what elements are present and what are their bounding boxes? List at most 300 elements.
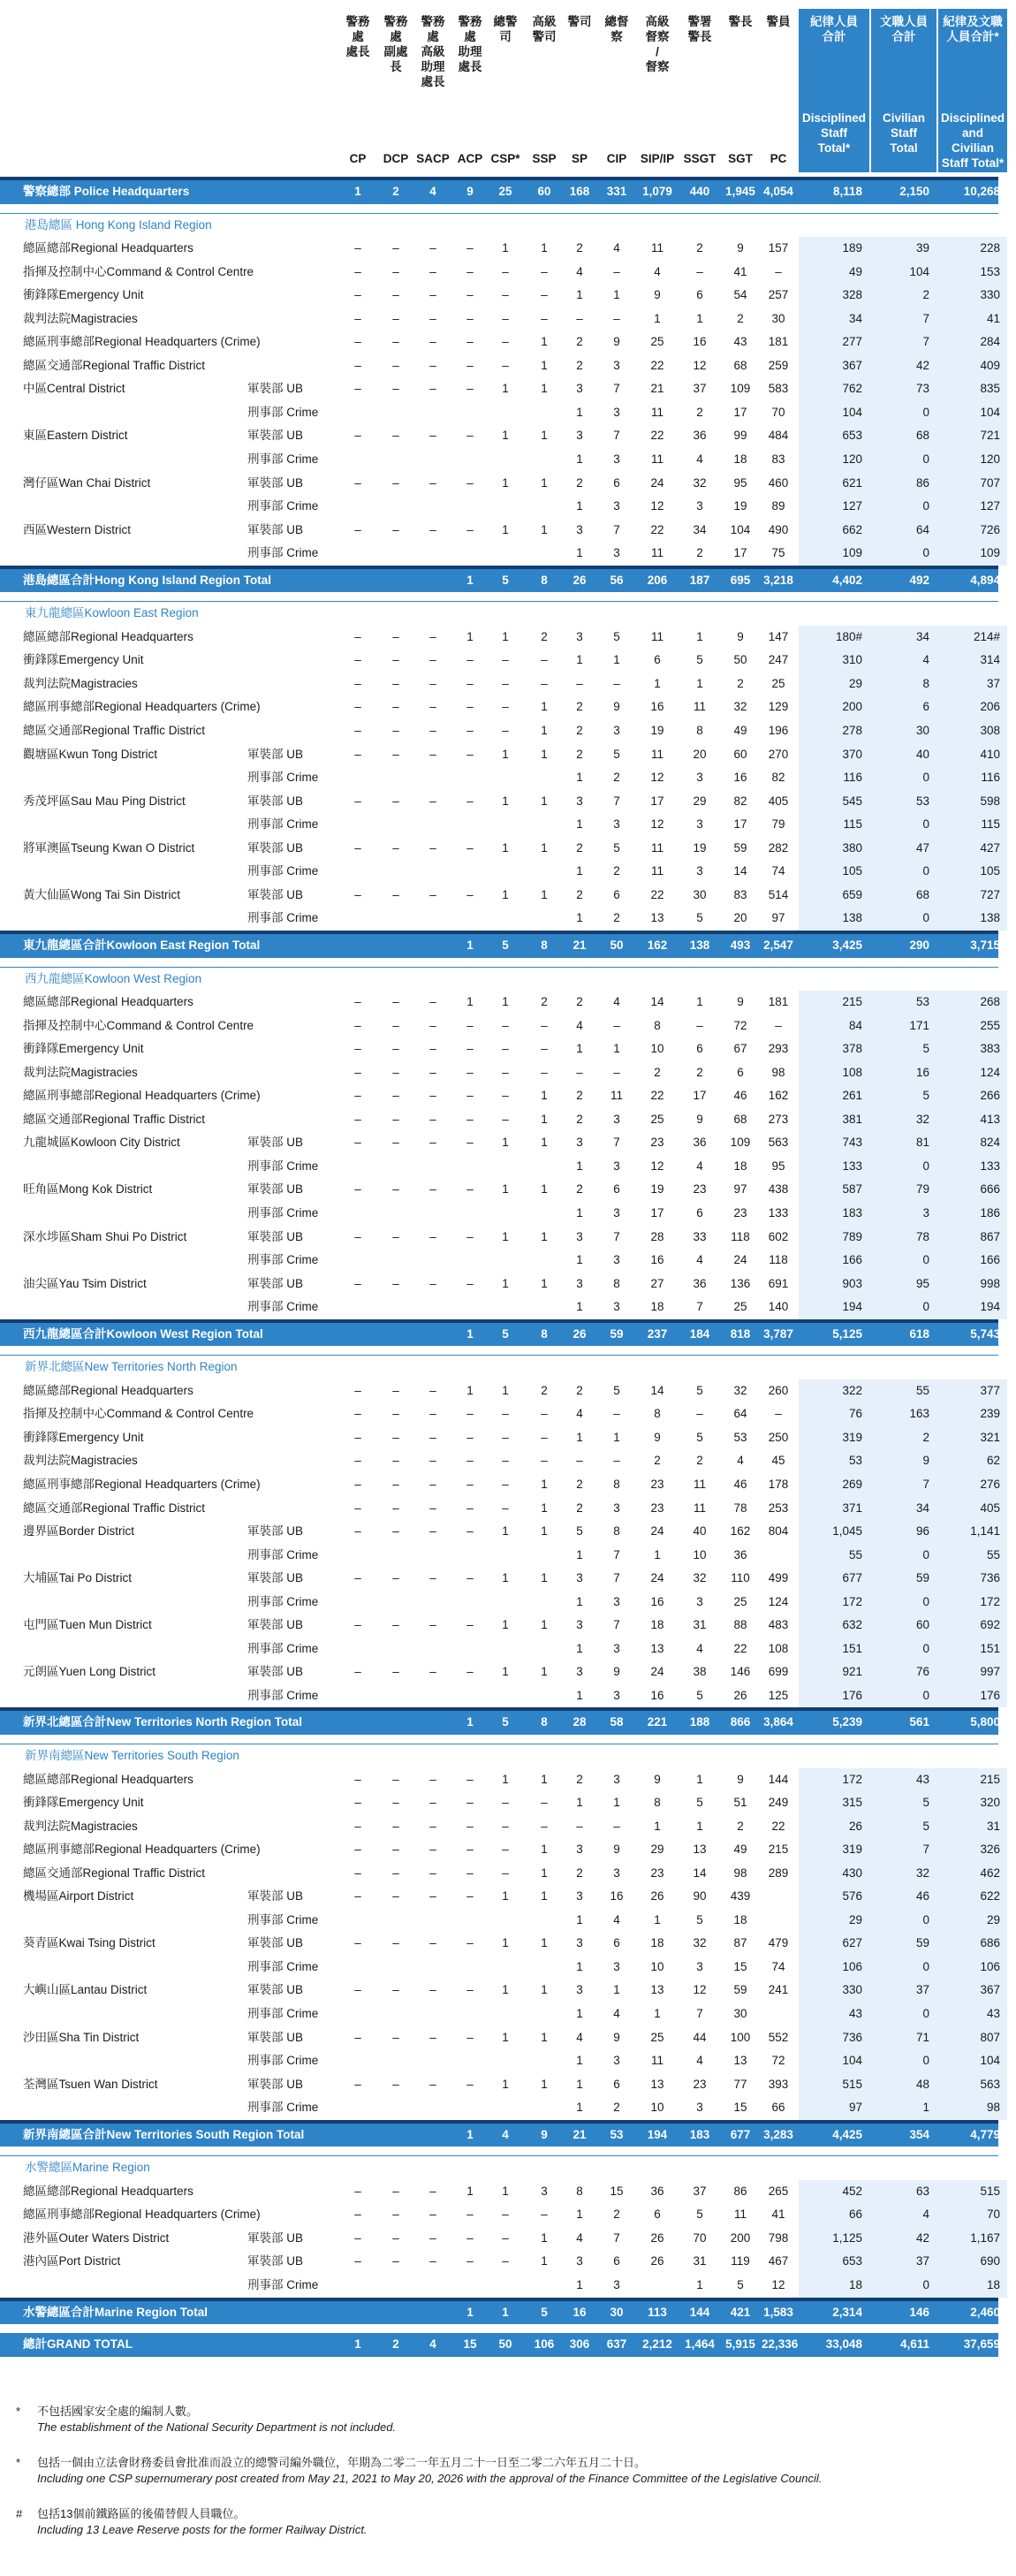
column-header-en: SSP (532, 152, 557, 165)
cell-acp: – (466, 429, 474, 443)
table-row (0, 308, 998, 331)
cell-cp: – (354, 1889, 361, 1904)
cell-sipip: 10 (650, 1042, 664, 1056)
cell-acp: – (466, 1276, 474, 1290)
row-label: 衝鋒隊Emergency Unit (23, 1042, 144, 1056)
row-label: 裁判法院Magistracies (23, 311, 138, 325)
row-label: 葵青區Kwai Tsing District (23, 1936, 155, 1950)
cell-csp: – (502, 1018, 509, 1032)
cell-pc: 514 (768, 887, 789, 901)
cell-sipip: 8 (654, 1018, 661, 1032)
cell-sgt: 23 (733, 1205, 747, 1220)
cell-sgt: 2 (737, 676, 744, 690)
cell-sacp: – (429, 2184, 436, 2198)
cell-dst: 97 (848, 2101, 862, 2115)
cell-dst: 29 (848, 1912, 862, 1926)
cell-ssp: 1 (541, 1889, 548, 1904)
cell-dct: 116 (981, 771, 1000, 785)
cell-cst: 104 (909, 264, 929, 278)
cell-pc: 691 (768, 1276, 789, 1290)
cell-dct: 427 (980, 840, 1000, 855)
cell-sp: 8 (576, 2184, 583, 2198)
cell-dct: 997 (980, 1665, 1000, 1679)
cell-cst: 68 (915, 887, 929, 901)
cell-cst: 43 (915, 1772, 929, 1786)
cell-csp: – (502, 1089, 509, 1103)
cell-dct: 133 (980, 1159, 1000, 1173)
cell-dct: 383 (980, 1042, 1000, 1056)
table-row (0, 2049, 998, 2073)
cell-pc: 133 (768, 1205, 789, 1220)
cell-sp: 3 (576, 1136, 583, 1150)
cell-cst: 0 (922, 2054, 929, 2068)
cell-dcp: – (392, 1089, 399, 1103)
row-label: 衝鋒隊Emergency Unit (23, 288, 144, 302)
column-header-en: PC (770, 152, 787, 165)
cell-dst: 43 (848, 2007, 862, 2021)
row-sublabel: 軍裝部 UB (247, 475, 304, 490)
cell-sp: 1 (576, 2007, 583, 2021)
cell-dct: 166 (980, 1253, 1000, 1267)
cell-sp: 2 (576, 700, 583, 714)
cell-cip: – (613, 264, 620, 278)
cell-sp: 1 (576, 1205, 583, 1220)
cell-sgt: 86 (733, 2184, 747, 2198)
cell-dcp: – (392, 700, 399, 714)
cell-cp: – (354, 747, 361, 761)
cell-cst: 163 (909, 1407, 929, 1421)
cell-sgt: 14 (733, 864, 747, 878)
cell-pc: 22 (771, 1819, 785, 1833)
cell-sp: 2 (576, 335, 583, 349)
cell-sacp: – (429, 288, 436, 302)
cell-sgt: 88 (733, 1618, 747, 1632)
cell-cst: 55 (915, 1383, 929, 1397)
cell-dcp: 2 (392, 185, 399, 198)
row-sublabel: 軍裝部 UB (247, 1889, 304, 1904)
cell-cip: 2 (613, 2101, 620, 2115)
column-header-en: SGT (728, 152, 753, 165)
cell-sp: 3 (576, 1936, 583, 1950)
cell-dct: 127 (980, 499, 1000, 513)
cell-sipip: 23 (650, 1866, 664, 1880)
cell-cip: 5 (613, 840, 620, 855)
cell-sgt: 136 (730, 1276, 751, 1290)
cell-sp: – (576, 1454, 583, 1468)
cell-sp: 1 (576, 288, 583, 302)
cell-sipip: 22 (650, 429, 664, 443)
cell-cst: 0 (922, 1547, 929, 1562)
cell-sipip: 12 (650, 1159, 664, 1173)
cell-cst: 32 (915, 1866, 929, 1880)
cell-cst: 59 (915, 1571, 929, 1585)
cell-pc: 484 (768, 429, 789, 443)
row-label: 大嶼山區Lantau District (23, 1983, 148, 1997)
cell-ssp: 8 (541, 938, 548, 952)
cell-csp: 1 (502, 995, 509, 1009)
cell-ssgt: 36 (693, 1136, 707, 1150)
row-label: 秀茂坪區Sau Mau Ping District (23, 794, 186, 808)
cell-cip: 3 (613, 452, 620, 467)
cell-pc: 583 (768, 382, 789, 396)
cell-sp: 1 (576, 2054, 583, 2068)
cell-csp: – (502, 2207, 509, 2222)
cell-sp: 4 (576, 2230, 583, 2245)
cell-cst: 47 (915, 840, 929, 855)
cell-csp: – (502, 358, 509, 372)
cell-sacp: – (429, 700, 436, 714)
cell-sp: 1 (576, 1547, 583, 1562)
cell-ssp: 1 (541, 2254, 548, 2268)
cell-dst: 4,425 (832, 2127, 862, 2141)
cell-sgt: 2 (737, 311, 744, 325)
cell-dct: 31 (986, 1819, 1000, 1833)
cell-sacp: – (429, 840, 436, 855)
cell-sacp: – (429, 429, 436, 443)
cell-csp: 1 (502, 522, 509, 536)
cell-sp: 2 (576, 1089, 583, 1103)
cell-ssgt: 5 (696, 1796, 703, 1810)
cell-pc: 75 (771, 546, 785, 560)
cell-sacp: – (429, 1618, 436, 1632)
cell-sgt: 421 (730, 2305, 751, 2319)
cell-cst: 0 (922, 452, 929, 467)
cell-sgt: 100 (730, 2030, 751, 2044)
cell-cst: 79 (915, 1182, 929, 1197)
cell-pc: 83 (771, 452, 785, 467)
table-row (0, 743, 998, 767)
cell-ssp: 1 (541, 724, 548, 738)
cell-cip: 9 (613, 700, 620, 714)
cell-ssgt: 440 (689, 185, 710, 198)
cell-ssp: 1 (541, 1501, 548, 1515)
cell-cst: 86 (915, 475, 929, 490)
cell-dcp: – (392, 311, 399, 325)
cell-cip: 7 (613, 522, 620, 536)
cell-sipip: 24 (650, 1524, 664, 1539)
cell-dst: 104 (842, 405, 862, 419)
column-header-zh: 高級 警司 (532, 15, 557, 43)
row-sublabel: 軍裝部 UB (247, 1182, 304, 1197)
cell-csp: 1 (502, 1665, 509, 1679)
cell-sgt: 17 (733, 817, 747, 832)
cell-acp: – (466, 1618, 474, 1632)
cell-dst: 115 (843, 817, 862, 832)
cell-cst: 46 (915, 1889, 929, 1904)
cell-acp: 1 (466, 2184, 474, 2198)
row-label: 港島總區合計Hong Kong Island Region Total (23, 573, 271, 587)
row-label: 大埔區Tai Po District (23, 1571, 133, 1585)
cell-cip: 9 (613, 2030, 620, 2044)
cell-ssgt: 16 (693, 335, 707, 349)
cell-sacp: – (429, 1065, 436, 1079)
cell-sipip: 10 (650, 1959, 664, 1973)
cell-pc: 490 (768, 522, 789, 536)
cell-dcp: – (392, 1136, 399, 1150)
row-sublabel: 軍裝部 UB (247, 1229, 304, 1243)
cell-dst: 53 (848, 1454, 862, 1468)
cell-sipip: 25 (650, 2030, 664, 2044)
cell-sacp: – (429, 653, 436, 667)
cell-cp: – (354, 358, 361, 372)
cell-ssgt: 3 (696, 1959, 703, 1973)
cell-ssp: – (541, 653, 548, 667)
row-sublabel: 刑事部 Crime (247, 499, 319, 513)
cell-cp: – (354, 840, 361, 855)
cell-cst: 60 (915, 1618, 929, 1632)
cell-pc: 181 (768, 335, 789, 349)
cell-cp: 1 (354, 185, 361, 198)
cell-sgt: 98 (733, 1866, 747, 1880)
cell-sgt: 99 (733, 429, 747, 443)
cell-ssp: 2 (541, 1383, 548, 1397)
table-row (0, 2250, 998, 2274)
cell-pc: 270 (768, 747, 789, 761)
cell-sp: 1 (576, 1912, 583, 1926)
cell-sp: 1 (576, 1959, 583, 1973)
row-sublabel: 刑事部 Crime (247, 771, 319, 785)
cell-cip: 56 (610, 573, 624, 587)
cell-cp: – (354, 1524, 361, 1539)
cell-sp: 3 (576, 794, 583, 808)
cell-cip: 3 (613, 358, 620, 372)
cell-ssp: 1 (541, 1229, 548, 1243)
cell-dct: 835 (980, 382, 1000, 396)
cell-dst: 903 (842, 1276, 862, 1290)
headquarters-row (0, 177, 998, 204)
row-sublabel: 刑事部 Crime (247, 2278, 319, 2292)
cell-ssgt: 2 (696, 1454, 703, 1468)
cell-ssp: 1 (541, 2030, 548, 2044)
cell-csp: – (502, 288, 509, 302)
cell-ssgt: 34 (693, 522, 707, 536)
table-row (0, 1791, 998, 1815)
cell-cst: 354 (909, 2127, 929, 2141)
cell-sacp: – (429, 1430, 436, 1444)
cell-sipip: 113 (648, 2305, 667, 2319)
cell-pc: 260 (768, 1383, 789, 1397)
table-row (0, 1956, 998, 1979)
cell-dst: 545 (842, 794, 862, 808)
row-sublabel: 刑事部 Crime (247, 817, 319, 832)
cell-ssgt: 1 (696, 2278, 703, 2292)
row-label: 總區交通部Regional Traffic District (23, 1112, 206, 1126)
row-sublabel: 刑事部 Crime (247, 2054, 319, 2068)
cell-acp: – (466, 794, 474, 808)
cell-cst: 71 (915, 2030, 929, 2044)
cell-dcp: – (392, 724, 399, 738)
column-header-cip (601, 9, 633, 172)
cell-sacp: – (429, 1796, 436, 1810)
cell-sp: 4 (576, 1407, 583, 1421)
cell-sacp: – (429, 676, 436, 690)
table-row (0, 1084, 998, 1108)
cell-dst: 189 (842, 241, 862, 255)
row-sublabel: 刑事部 Crime (247, 864, 319, 878)
cell-csp: 1 (502, 2030, 509, 2044)
cell-sgt: 9 (737, 241, 744, 255)
cell-sp: – (576, 1065, 583, 1079)
cell-ssp: 1 (541, 1936, 548, 1950)
cell-ssp: 1 (541, 700, 548, 714)
cell-sipip: 13 (650, 1983, 664, 1997)
region-total-row (0, 1319, 998, 1347)
cell-pc: 798 (768, 2230, 789, 2245)
cell-ssp: – (541, 1819, 548, 1833)
cell-cip: 637 (606, 2337, 627, 2352)
cell-sp: 1 (576, 653, 583, 667)
cell-cip: 7 (613, 429, 620, 443)
cell-dcp: – (392, 382, 399, 396)
cell-cip: 8 (613, 1276, 620, 1290)
cell-cp: – (354, 335, 361, 349)
cell-dst: 176 (842, 1688, 862, 1702)
cell-ssgt: 1 (696, 995, 703, 1009)
cell-sacp: – (429, 1665, 436, 1679)
cell-ssgt: 14 (693, 1866, 707, 1880)
cell-dst: 215 (842, 995, 862, 1009)
cell-pc: 4,054 (763, 185, 793, 198)
cell-sipip: 2 (654, 1454, 661, 1468)
cell-pc: 479 (768, 1936, 789, 1950)
cell-sacp: – (429, 887, 436, 901)
cell-pc: 241 (768, 1983, 789, 1997)
row-label: 總區總部Regional Headquarters (23, 2184, 193, 2198)
cell-ssgt: 29 (693, 794, 707, 808)
cell-dcp: – (392, 995, 399, 1009)
cell-sp: 1 (576, 1641, 583, 1655)
cell-sgt: 109 (730, 382, 751, 396)
cell-ssp: 2 (541, 629, 548, 643)
cell-csp: 1 (502, 887, 509, 901)
cell-cst: 0 (922, 1300, 929, 1314)
row-sublabel: 刑事部 Crime (247, 1159, 319, 1173)
cell-acp: – (466, 653, 474, 667)
row-sublabel: 軍裝部 UB (247, 429, 304, 443)
cell-sipip: 26 (650, 2230, 664, 2245)
cell-sipip: 1 (654, 676, 661, 690)
cell-pc: 1,583 (763, 2305, 793, 2319)
cell-cst: 37 (915, 1983, 929, 1997)
row-sublabel: 軍裝部 UB (247, 2254, 304, 2268)
cell-ssp: – (541, 2207, 548, 2222)
column-header-zh: 總警司 (493, 15, 518, 43)
cell-cp: – (354, 676, 361, 690)
cell-cp: – (354, 794, 361, 808)
cell-dct: 105 (980, 864, 1000, 878)
cell-csp: – (502, 653, 509, 667)
column-header-zh: 警署 警長 (687, 15, 712, 43)
column-header-en: DCP (383, 152, 409, 165)
cell-sacp: – (429, 264, 436, 278)
cell-acp: – (466, 1772, 474, 1786)
cell-pc: 563 (768, 1136, 789, 1150)
cell-sipip: 17 (650, 1205, 664, 1220)
table-row (0, 331, 998, 354)
cell-sacp: – (429, 1182, 436, 1197)
cell-dct: 721 (980, 429, 1000, 443)
cell-dct: 228 (980, 241, 1000, 255)
cell-dst: 4,402 (832, 573, 862, 587)
cell-sipip: 11 (650, 241, 663, 255)
cell-sacp: – (429, 1772, 436, 1786)
cell-sgt: 110 (731, 1571, 750, 1585)
cell-cip: 6 (613, 2077, 620, 2091)
cell-dcp: – (392, 887, 399, 901)
cell-ssp: 1 (541, 1112, 548, 1126)
cell-acp: 15 (463, 2337, 477, 2352)
cell-dct: 462 (980, 1866, 1000, 1880)
table-row (0, 766, 998, 790)
cell-sipip: 16 (650, 1688, 664, 1702)
row-sublabel: 軍裝部 UB (247, 382, 304, 396)
cell-cip: 3 (613, 1688, 620, 1702)
table-row (0, 519, 998, 543)
cell-dst: 319 (842, 1843, 862, 1857)
cell-dct: 1,167 (970, 2230, 1000, 2245)
cell-ssgt: 3 (696, 1594, 703, 1608)
cell-cst: 146 (909, 2305, 929, 2319)
cell-ssp: 1 (541, 475, 548, 490)
column-header-en: SACP (416, 152, 450, 165)
cell-sipip: 24 (650, 475, 664, 490)
cell-ssp: 9 (541, 2127, 548, 2141)
cell-dst: 180# (835, 629, 862, 643)
cell-acp: – (466, 1524, 474, 1539)
cell-cp: – (354, 1618, 361, 1632)
footnote-mark: * (16, 2456, 21, 2469)
cell-sgt: 68 (733, 1112, 747, 1126)
row-label: 東九龍總區Kowloon East Region (25, 606, 199, 620)
cell-pc: 125 (768, 1688, 789, 1702)
cell-cip: – (613, 1454, 620, 1468)
cell-dct: 598 (980, 794, 1000, 808)
cell-sp: 2 (576, 241, 583, 255)
cell-sacp: – (429, 522, 436, 536)
cell-cst: 0 (922, 2007, 929, 2021)
column-header-sgt (723, 9, 758, 172)
section-gap (0, 1735, 998, 1744)
column-header-dct (938, 9, 1007, 172)
row-label: 裁判法院Magistracies (23, 1065, 138, 1079)
cell-pc: 41 (771, 2207, 785, 2222)
cell-dst: 430 (842, 1866, 862, 1880)
row-label: 將軍澳區Tseung Kwan O District (23, 840, 195, 855)
cell-cip: 7 (613, 1136, 620, 1150)
table-row (0, 1979, 998, 2002)
cell-dct: 377 (980, 1383, 1000, 1397)
cell-acp: – (466, 2207, 474, 2222)
cell-ssgt: 12 (693, 358, 707, 372)
cell-sipip: 23 (650, 1136, 664, 1150)
cell-sacp: – (429, 2077, 436, 2091)
cell-csp: 25 (498, 185, 512, 198)
cell-acp: – (466, 840, 474, 855)
cell-cp: – (354, 700, 361, 714)
cell-cp: – (354, 1430, 361, 1444)
cell-dst: 1,045 (832, 1524, 862, 1539)
cell-acp: – (466, 2077, 474, 2091)
cell-dct: 266 (980, 1089, 1000, 1103)
cell-sacp: – (429, 1454, 436, 1468)
row-sublabel: 軍裝部 UB (247, 2077, 304, 2091)
cell-sgt: 19 (733, 499, 747, 513)
cell-acp: – (466, 382, 474, 396)
cell-dst: 319 (842, 1430, 862, 1444)
cell-cst: 8 (922, 676, 929, 690)
table-body (0, 177, 998, 2357)
column-header-sipip (638, 9, 677, 172)
